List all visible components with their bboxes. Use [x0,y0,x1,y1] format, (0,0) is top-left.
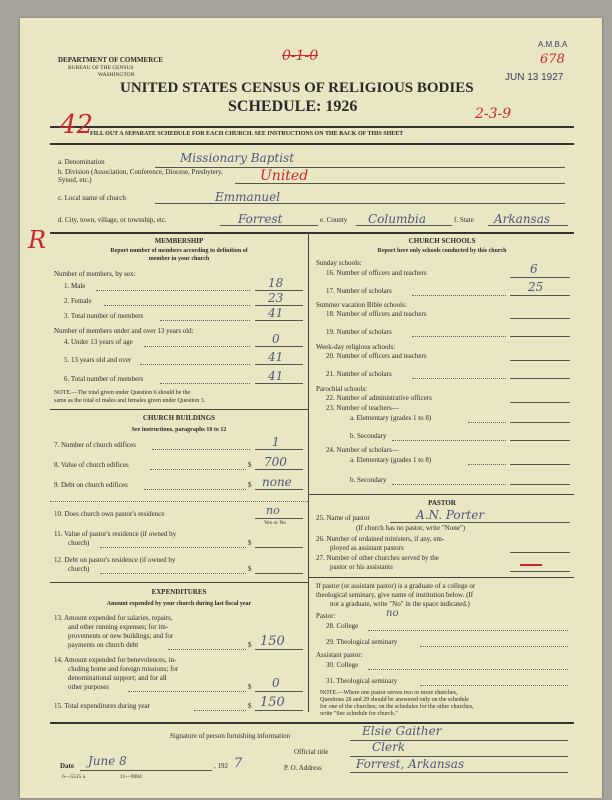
date-value: June 8 [88,754,127,768]
q27-line [510,571,570,572]
q15-value: 150 [260,695,285,710]
expenditures-heading: EXPENDITURES [151,588,207,596]
city-label: d. City, town, village, or township, etc. [58,216,167,224]
bureau-label: BUREAU OF THE CENSUS [68,65,134,71]
pastor-label: Pastor: [316,612,336,620]
year-label: , 192 [214,762,228,770]
pastor-mid-rule [308,577,574,578]
q24a-label: a. Elementary (grades 1 to 8) [350,456,432,464]
q10-line [255,518,303,519]
q8-line [255,469,303,470]
division-value: United [260,168,309,184]
q13-line-1: 13. Amount expended for salaries, repairs, [54,614,173,622]
summer-label: Summer vacation Bible schools: [316,301,407,309]
q12-leader [100,573,246,574]
expenditures-sub: Amount expended by your church during last fiscal year [106,601,252,607]
schedule-sheet [20,18,602,798]
column-divider [308,232,309,712]
signature-value: Elsie Gaither [362,724,442,738]
q16-label: 16. Number of officers and teachers [326,269,427,277]
q24-label: 24. Number of scholars— [326,446,399,454]
grad-text-3: not a graduate, write "No" in the space indicated.) [330,600,470,608]
under-over-label: Number of members under and over 13 years old: [54,327,194,335]
q7-line [255,449,303,450]
weekday-label: Week-day religious schools: [316,343,396,351]
q6-label: 6. Total number of members [64,375,144,383]
date-label: Date [60,762,74,770]
q6-line [255,383,303,384]
buildings-rule [50,582,308,583]
q11-leader [100,547,246,548]
q8-value: 700 [264,455,287,469]
schools-sub: Report here only schools conducted by this church [377,248,507,254]
q15-dollar: $ [248,702,252,710]
pastor-note-1: NOTE.—Where one pastor serves two or more churches, [320,690,458,696]
q19-leader [412,336,506,337]
q27-label-2: pastor or his assistants [330,563,393,571]
q12-dollar: $ [248,565,252,573]
state-value: Arkansas [494,212,551,226]
body-bottom-rule [50,722,574,724]
red-right-code: 2-3-9 [475,106,512,122]
q13-dollar: $ [248,641,252,649]
pastor-note-2: Questions 28 and 29 should be answered only on the schedule [320,697,469,703]
q22-label: 22. Number of administrative officers [326,394,432,402]
q21-leader [412,378,506,379]
q9-line [255,489,303,490]
by-sex-label: Number of members, by sex: [54,270,136,278]
q23a-label: a. Elementary (grades 1 to 8) [350,414,432,422]
q2-leader [104,305,250,306]
q14-dollar: $ [248,683,252,691]
q11-dollar: $ [248,539,252,547]
q8-dollar: $ [248,461,252,469]
q4-label: 4. Under 13 years of age [64,338,133,346]
state-label: f. State [454,216,474,224]
q23a-line [510,422,570,423]
q17-label: 17. Number of scholars [326,287,392,295]
denomination-value: Missionary Baptist [180,151,295,165]
q14-line-1: 14. Amount expended for benevolences, in- [54,656,177,664]
id-block-rule [50,232,574,234]
po-line [350,772,568,773]
form-number: 6—5515 a [62,774,86,780]
q13-line-4: payments on church debt [68,641,139,649]
q13-line-3: provements or new buildings; and for [68,632,174,640]
city-value: Forrest [238,212,283,226]
q23-label: 23. Number of teachers— [326,404,399,412]
q7-leader [152,449,250,450]
q4-line [255,346,303,347]
buildings-sub: See instructions, paragraphs 10 to 12 [131,427,227,433]
q17-leader [412,295,506,296]
header-rule-top [50,126,574,128]
q25-value: A.N. Porter [416,508,485,522]
county-value: Columbia [368,212,427,226]
county-label: e. County [320,216,348,224]
q4-leader [144,346,250,347]
date-line [80,770,212,771]
q15-leader [194,710,246,711]
dept-label: DEPARTMENT OF COMMERCE [58,56,164,64]
q26-label-1: 26. Number of ordained ministers, if any, em- [316,535,445,543]
parochial-label: Parochial schools: [316,385,368,393]
instruction-line: FILL OUT A SEPARATE SCHEDULE FOR EACH CHURCH. SEE INSTRUCTIONS ON THE BACK OF THIS SHEET [90,131,404,137]
q26-label-2: ployed as assistant pastors [330,544,404,552]
q24b-label: b. Secondary [350,476,387,484]
q2-value: 23 [268,291,284,305]
q17-line [510,295,570,296]
membership-rule [50,409,308,410]
q18-label: 18. Number of officers and teachers [326,310,427,318]
q9-dollar: $ [248,481,252,489]
q23a-leader [468,422,506,423]
division-label: b. Division (Association, Conference, Diocese, Presbytery, Synod, etc.) [58,168,223,184]
q5-label: 5. 13 years old and over [64,356,132,364]
q30-leader [368,669,568,670]
print-number: 11—9084 [120,774,142,780]
q1-leader [96,290,250,291]
q18-line [510,318,570,319]
q9-leader [144,489,246,490]
grad-text-2: theological seminary, give name of institution below. (If [316,591,474,599]
q21-line [510,378,570,379]
q23b-line [510,440,570,441]
schools-rule [308,494,574,495]
q15-line [255,710,303,711]
q28-leader [368,630,568,631]
q7-value: 1 [272,435,280,449]
q24b-leader [392,484,506,485]
church-name-label: c. Local name of church [58,194,126,202]
q12-line [255,573,303,574]
schools-heading: CHURCH SCHOOLS [408,237,476,245]
membership-sub-1: Report number of members according to definition of [110,248,248,254]
q24a-leader [468,464,506,465]
buildings-heading: CHURCH BUILDINGS [142,414,216,422]
red-code: 0-1-0 [282,48,319,64]
form-title: UNITED STATES CENSUS OF RELIGIOUS BODIES [120,80,474,96]
q8-label: 8. Value of church edifices [54,461,129,469]
q19-label: 19. Number of scholars [326,328,392,336]
signature-label: Signature of person furnishing information [170,732,291,740]
membership-note-1: NOTE.—The total given under Question 6 should be the [54,390,191,396]
q24a-line [510,464,570,465]
q31-label: 31. Theological seminary [326,677,398,685]
q29-leader [420,646,568,647]
q3-label: 3. Total number of members [64,312,144,320]
official-title-value: Clerk [372,740,406,754]
received-date-stamp: JUN 13 1927 [505,72,564,83]
po-value: Forrest, Arkansas [356,757,465,771]
q10-value: no [266,504,280,517]
q9-value: none [262,475,292,489]
q30-label: 30. College [326,661,359,669]
q25-label: 25. Name of pastor [316,514,370,522]
q11-label-1: 11. Value of pastor's residence (if owned by [54,530,177,538]
q15-label: 15. Total expenditures during year [54,702,150,710]
q28-label: 28. College [326,622,359,630]
q26-line [510,552,570,553]
q10-label: 10. Does church own pastor's residence [54,510,165,518]
form-subtitle: SCHEDULE: 1926 [228,98,358,115]
q12-label-1: 12. Debt on pastor's residence (if owned by [54,556,176,564]
q14-line-2: cluding home and foreign missions; for [68,665,179,673]
church-name-value: Emmanuel [215,190,281,204]
q21-label: 21. Number of scholars [326,370,392,378]
q5-line [255,364,303,365]
q23b-leader [392,440,506,441]
asst-label: Assistant pastor: [316,651,363,659]
pastor-note-3: for one of the churches; on the schedules for the other churches, [320,704,474,710]
ambra-stamp: A.M.B.A [538,40,568,49]
q5-leader [140,364,250,365]
q7-label: 7. Number of church edifices [54,441,136,449]
q5-value: 41 [268,350,284,364]
pastor-note-4: write "See schedule for church." [320,711,398,717]
q14-leader [128,691,246,692]
q23b-label: b. Secondary [350,432,387,440]
q8-leader [150,469,246,470]
denomination-label: a. Denomination [58,158,105,166]
q22-line [510,402,570,403]
red-letter: R [28,226,47,254]
q19-line [510,336,570,337]
q29-label: 29. Theological seminary [326,638,398,646]
q20-label: 20. Number of officers and teachers [326,352,427,360]
city-label: WASHINGTON [98,72,135,78]
grad-text-1: If pastor (or assistant pastor) is a graduate of a college or [316,582,476,590]
q11-label-2: church) [68,539,90,547]
q14-value: 0 [272,676,280,690]
q28-value: no [386,608,399,619]
q25-line [390,522,570,523]
q1-label: 1. Male [64,282,86,290]
q14-line-4: other purposes [68,683,110,691]
q12-label-2: church) [68,565,90,573]
q16-line [510,277,570,278]
q13-leader [168,649,246,650]
red-left-number: 42 [60,110,94,140]
q16-value: 6 [530,262,538,276]
q6-leader [160,383,250,384]
q13-value: 150 [260,634,285,649]
q9-label: 9. Debt on church edifices [54,481,128,489]
official-title-label: Official title [294,748,329,756]
q14-line-3: denominational support; and for all [68,674,167,682]
q3-value: 41 [268,306,284,320]
q1-value: 18 [268,276,284,290]
red-file-number: 678 [540,52,565,67]
q13-line-2: and other running expenses; for im- [68,623,169,631]
year-digit: 7 [234,756,243,771]
pastor-heading: PASTOR [428,499,456,507]
q6-value: 41 [268,369,284,383]
q11-line [255,547,303,548]
yes-no-caption: Yes or No [264,520,287,526]
q14-line [255,691,303,692]
membership-note-2: same as the total of males and females given under Question 3. [54,398,206,404]
po-label: P. O. Address [284,764,322,772]
q17-value: 25 [528,280,544,294]
q27-label-1: 27. Number of other churches served by the [316,554,439,562]
q20-line [510,360,570,361]
membership-heading: MEMBERSHIP [154,237,204,245]
membership-sub-2: member in your church [148,256,210,262]
q25-note: (If church has no pastor, write "None") [356,524,466,532]
q4-value: 0 [272,332,280,346]
q24b-line [510,484,570,485]
q13-line [255,649,303,650]
q2-label: 2. Female [64,297,92,305]
header-rule-bottom [50,143,574,145]
q27-red-dash [520,564,542,566]
q31-leader [420,685,568,686]
sunday-label: Sunday schools: [316,259,362,267]
q3-leader [160,320,250,321]
q3-line [255,320,303,321]
buildings-mid-rule [50,501,308,502]
